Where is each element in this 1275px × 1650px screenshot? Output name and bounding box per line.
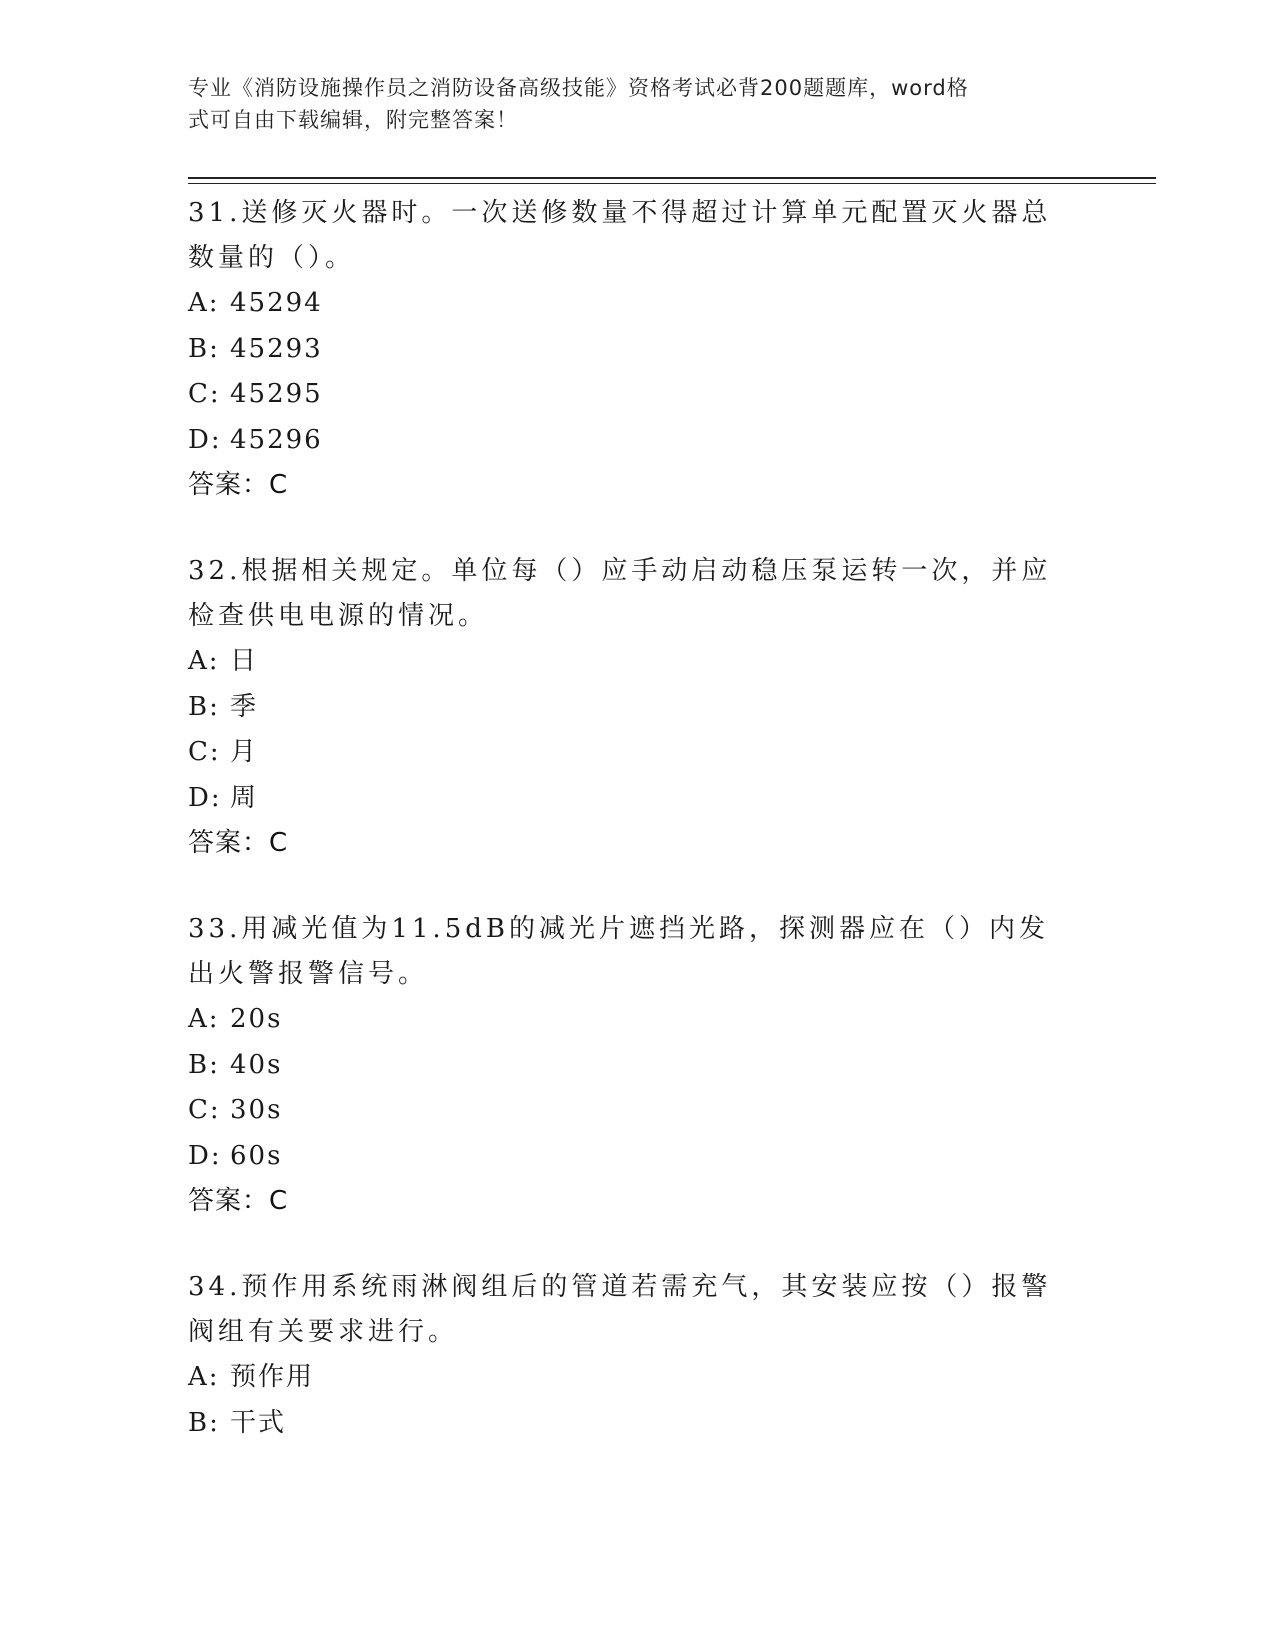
option-key: A: [188, 646, 220, 676]
option-text: 干式 [230, 1407, 287, 1438]
option-key: D: [188, 424, 222, 455]
question-33 [188, 907, 1088, 1223]
option-text: 45294 [230, 288, 323, 318]
option-text: 60s [230, 1140, 283, 1171]
option-a [188, 997, 1088, 1043]
option-b [188, 1401, 1088, 1447]
option-text: 周 [230, 782, 259, 813]
option-key: A: [188, 1004, 220, 1034]
option-key: A: [188, 288, 220, 318]
option-d [188, 418, 1088, 464]
document-header [188, 72, 1068, 136]
answer-line: 答案：C [188, 828, 289, 858]
option-text: 40s [230, 1049, 283, 1080]
option-text: 45296 [230, 424, 323, 455]
answer-line: 答案：C [188, 470, 289, 500]
option-key: D: [188, 782, 222, 813]
question-stem: 31.送修灭火器时。一次送修数量不得超过计算单元配置灭火器总数量的（）。 [188, 198, 1052, 273]
option-text: 20s [230, 1004, 283, 1034]
option-b [188, 1043, 1088, 1089]
option-d [188, 1134, 1088, 1180]
option-a [188, 639, 1088, 685]
option-text: 45293 [230, 333, 323, 364]
option-key: B: [188, 691, 220, 722]
option-text: 季 [230, 691, 259, 722]
option-key: B: [188, 1407, 220, 1438]
option-b [188, 685, 1088, 731]
header-line-1: 专业《消防设施操作员之消防设备高级技能》资格考试必背200题题库，word格 [188, 76, 969, 100]
header-line-2: 式可自由下载编辑，附完整答案！ [188, 108, 518, 132]
option-key: C: [188, 1095, 221, 1125]
option-b [188, 327, 1088, 373]
option-key: C: [188, 737, 221, 767]
question-34 [188, 1265, 1088, 1446]
header-divider-thick [188, 177, 1156, 179]
option-key: A: [188, 1362, 220, 1392]
question-32 [188, 549, 1088, 865]
option-text: 30s [230, 1095, 283, 1125]
option-text: 日 [230, 646, 259, 676]
option-key: C: [188, 379, 221, 409]
option-d [188, 776, 1088, 822]
header-divider-thin [188, 183, 1156, 184]
option-a [188, 281, 1088, 327]
option-key: B: [188, 1049, 220, 1080]
option-c [188, 730, 1088, 776]
question-31 [188, 191, 1088, 507]
option-text: 45295 [230, 379, 323, 409]
option-key: B: [188, 333, 220, 364]
question-stem: 34.预作用系统雨淋阀组后的管道若需充气，其安装应按（）报警阀组有关要求进行。 [188, 1272, 1052, 1347]
question-stem: 32.根据相关规定。单位每（）应手动启动稳压泵运转一次，并应检查供电电源的情况。 [188, 556, 1052, 631]
question-list [188, 191, 1088, 1446]
option-c [188, 1088, 1088, 1134]
question-stem: 33.用减光值为11.5dB的减光片遮挡光路，探测器应在（）内发出火警报警信号。 [188, 914, 1049, 989]
option-text: 预作用 [230, 1362, 315, 1392]
option-c [188, 372, 1088, 418]
answer-line: 答案：C [188, 1186, 289, 1216]
option-text: 月 [230, 737, 259, 767]
option-a [188, 1355, 1088, 1401]
option-key: D: [188, 1140, 222, 1171]
